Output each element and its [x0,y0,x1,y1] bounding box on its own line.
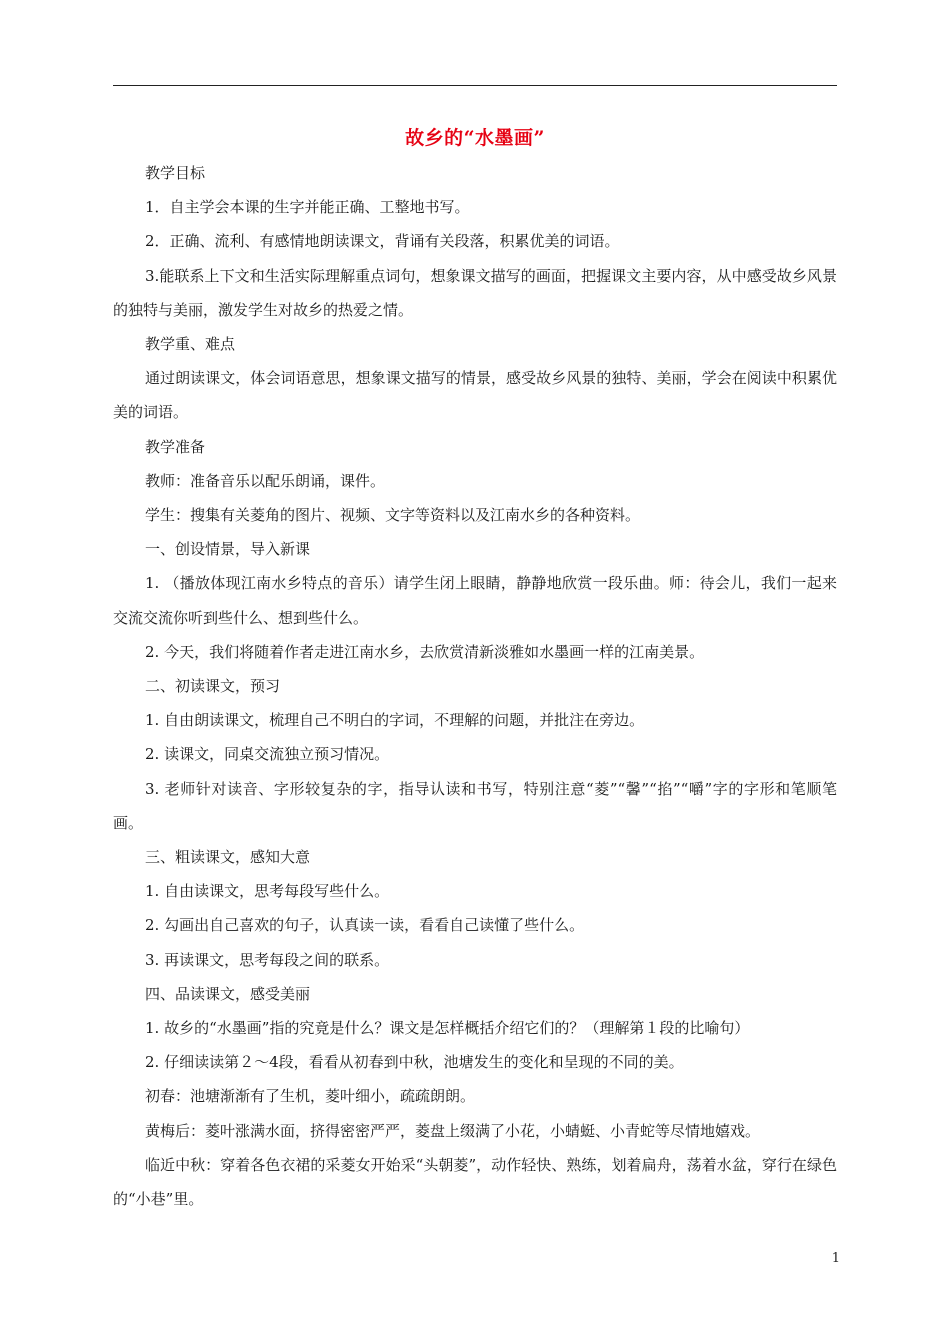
paragraph: 临近中秋：穿着各色衣裙的采菱女开始采“头朝菱”，动作轻快、熟练，划着扁舟，荡着水盆，穿行在绿色的“小巷”里。 [113,1155,837,1209]
paragraph: 教师：准备音乐以配乐朗诵，课件。 [145,471,386,490]
paragraph: 3. 老师针对读音、字形较复杂的字，指导认读和书写，特别注意“菱”“馨”“掐”“嚼”字的字形和笔顺笔画。 [113,779,837,832]
paragraph: 2. 今天，我们将随着作者走进江南水乡，去欣赏清新淡雅如水墨画一样的江南美景。 [145,642,705,661]
paragraph: 2. 仔细读读第２～4段，看看从初春到中秋，池塘发生的变化和呈现的不同的美。 [145,1053,684,1072]
header-rule [113,85,837,86]
paragraph: 初春：池塘渐渐有了生机，菱叶细小，疏疏朗朗。 [145,1087,476,1106]
paragraph: 通过朗读课文，体会词语意思，想象课文描写的情景，感受故乡风景的独特、美丽，学会在阅读中积累优美的词语。 [113,369,837,422]
paragraph: 2. 读课文，同桌交流独立预习情况。 [145,745,390,764]
page-number: 1 [831,1251,840,1266]
paragraph: 1. 故乡的“水墨画”指的究竟是什么？课文是怎样概括介绍它们的？（理解第１段的比喻句） [145,1019,750,1038]
paragraph: 2. 勾画出自己喜欢的句子，认真读一读，看看自己读懂了些什么。 [145,916,585,935]
paragraph: 1. 自由朗读课文，梳理自己不明白的字词，不理解的问题，并批注在旁边。 [145,711,645,730]
paragraph: 教学目标 [145,164,206,182]
paragraph: 二、初读课文，预习 [145,677,281,696]
paragraph: 教学准备 [145,437,206,456]
paragraph: 1. 自由读课文，思考每段写些什么。 [145,882,390,901]
document-title: 故乡的“水墨画” [405,127,545,149]
paragraph: 四、品读课文，感受美丽 [145,984,311,1003]
paragraph: 一、创设情景，导入新课 [145,540,311,559]
document-body [113,156,837,1216]
paragraph: 1. （播放体现江南水乡特点的音乐）请学生闭上眼睛，静静地欣赏一段乐曲。师：待会儿，我们一起来交流交流你听到些什么、想到些什么。 [113,574,837,627]
paragraph: 3.能联系上下文和生活实际理解重点词句，想象课文描写的画面，把握课文主要内容，从中感受故乡风景的独特与美丽，激发学生对故乡的热爱之情。 [113,266,837,319]
paragraph: 3. 再读课文，思考每段之间的联系。 [145,950,390,969]
paragraph: 黄梅后：菱叶涨满水面，挤得密密严严，菱盘上缀满了小花，小蜻蜓、小青蛇等尽情地嬉戏。 [145,1121,761,1140]
paragraph: 三、粗读课文，感知大意 [145,848,311,867]
paragraph: 2．正确、流利、有感情地朗读课文，背诵有关段落，积累优美的词语。 [145,232,620,251]
paragraph: 学生：搜集有关菱角的图片、视频、文字等资料以及江南水乡的各种资料。 [145,506,641,525]
paragraph: 教学重、难点 [145,335,236,354]
paragraph: 1．自主学会本课的生字并能正确、工整地书写。 [145,198,470,217]
